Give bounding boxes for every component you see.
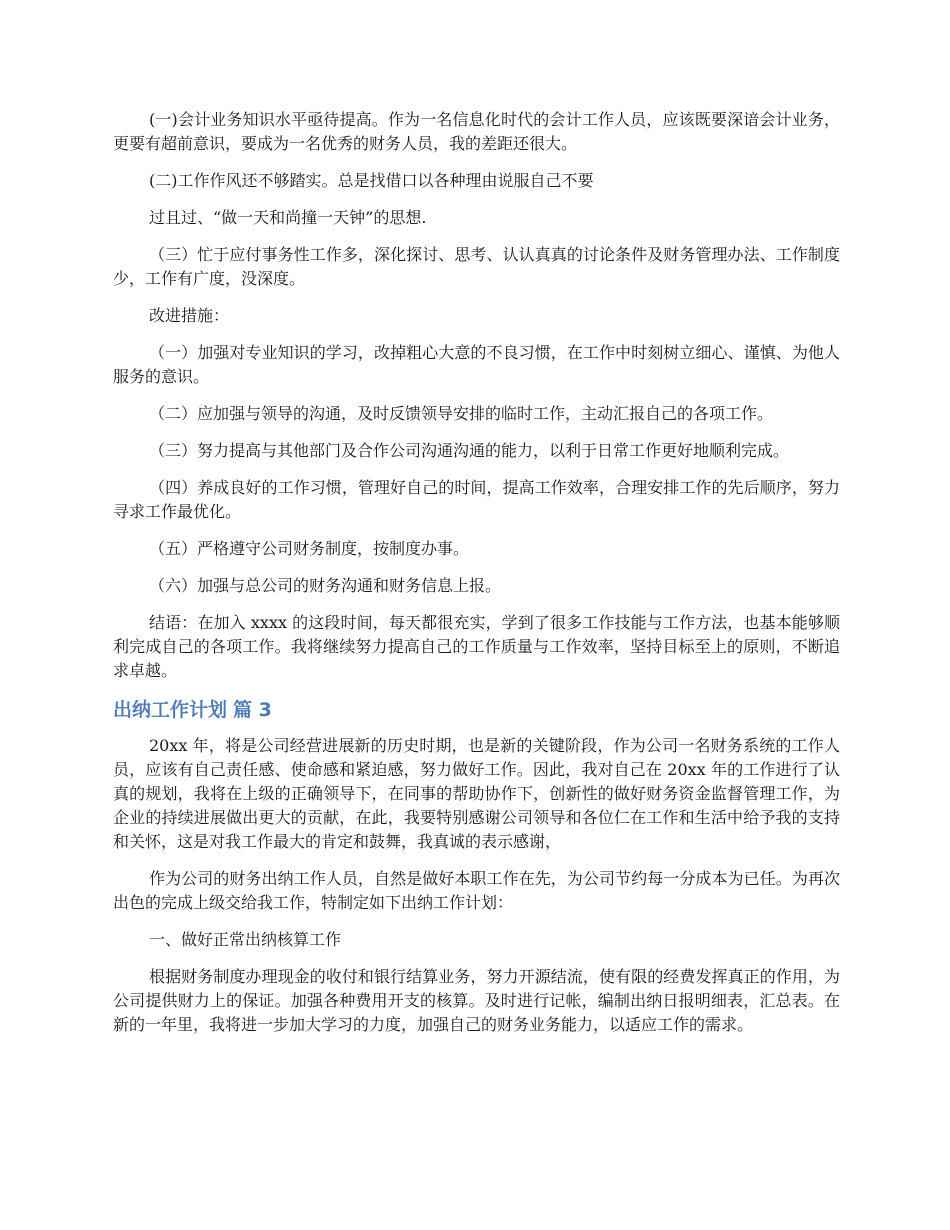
- paragraph: （六）加强与总公司的财务沟通和财务信息上报。: [149, 576, 502, 595]
- document-page: [113, 108, 840, 1050]
- paragraph: 20xx 年，将是公司经营进展新的历史时期，也是新的关键阶段，作为公司一名财务系统的工作人员，应该有自己责任感、使命感和紧迫感，努力做好工作。因此，我对自己在 20xx 年的工作进行了认真的规划，我将在上级的正确领导下，在同事的帮助协作下，创新性的做好财务资金监督管理工作，为企业的持续进展做出更大的贡献，在此，我要特别感谢公司领导和各位仁在工作和生活中给予我的支持和关怀，这是对我工作最大的肯定和鼓舞，我真诚的表示感谢，: [113, 736, 840, 851]
- paragraph: 结语：在加入 xxxx 的这段时间，每天都很充实，学到了很多工作技能与工作方法，也基本能够顺利完成自己的各项工作。我将继续努力提高自己的工作质量与工作效率，坚持目标至上的原则，不断追求卓越。: [113, 613, 840, 680]
- paragraph: 改进措施：: [149, 306, 230, 325]
- paragraph: 根据财务制度办理现金的收付和银行结算业务，努力开源结流，使有限的经费发挥真正的作用，为公司提供财力上的保证。加强各种费用开支的核算。及时进行记帐，编制出纳日报明细表，汇总表。在新的一年里，我将进一步加大学习的力度，加强自己的财务业务能力，以适应工作的需求。: [113, 967, 840, 1034]
- paragraph: (二)工作作风还不够踏实。总是找借口以各种理由说服自己不要: [149, 171, 594, 190]
- paragraph: （三）忙于应付事务性工作多，深化探讨、思考、认认真真的讨论条件及财务管理办法、工作制度少，工作有广度，没深度。: [113, 245, 840, 288]
- section-heading-title: 出纳工作计划: [113, 699, 228, 721]
- paragraph: 过且过、“做一天和尚撞一天钟”的思想.: [149, 208, 427, 227]
- paragraph: （四）养成良好的工作习惯，管理好自己的时间，提高工作效率，合理安排工作的先后顺序，努力寻求工作最优化。: [113, 478, 840, 521]
- section-heading-number: 篇 3: [233, 699, 272, 721]
- paragraph: (一)会计业务知识水平亟待提高。作为一名信息化时代的会计工作人员，应该既要深谙会计业务，更要有超前意识，要成为一名优秀的财务人员，我的差距还很大。: [113, 110, 840, 153]
- paragraph: （一）加强对专业知识的学习，改掉粗心大意的不良习惯，在工作中时刻树立细心、谨慎、为他人服务的意识。: [113, 343, 840, 386]
- paragraph: （二）应加强与领导的沟通，及时反馈领导安排的临时工作，主动汇报自己的各项工作。: [149, 404, 774, 423]
- section-heading: [113, 696, 840, 724]
- paragraph: 一、做好正常出纳核算工作: [149, 930, 342, 949]
- paragraph: 作为公司的财务出纳工作人员，自然是做好本职工作在先，为公司节约每一分成本为已任。为再次出色的完成上级交给我工作，特制定如下出纳工作计划：: [113, 869, 840, 912]
- paragraph: （三）努力提高与其他部门及合作公司沟通沟通的能力，以利于日常工作更好地顺利完成。: [149, 441, 790, 460]
- paragraph: （五）严格遵守公司财务制度，按制度办事。: [149, 539, 470, 558]
